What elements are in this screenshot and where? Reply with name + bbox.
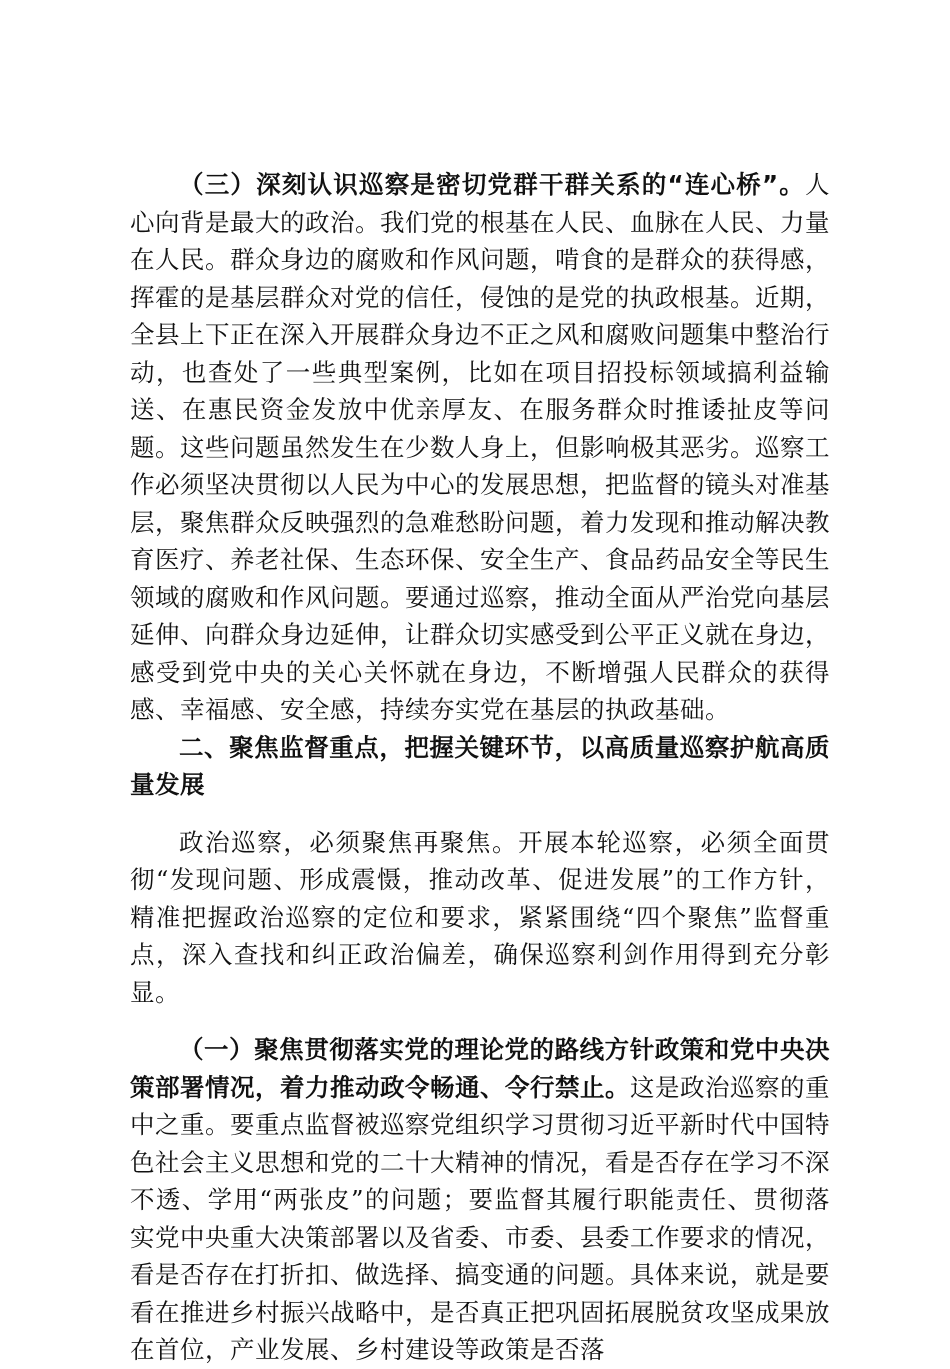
paragraph-focus-one bbox=[130, 1031, 830, 1369]
paragraph-political-inspection: 政治巡察，必须聚焦再聚焦。开展本轮巡察，必须全面贯彻“发现问题、形成震慑，推动改革、促进发展”的工作方针，精准把握政治巡察的定位和要求，紧紧围绕“四个聚焦”监督重点，深入查找和纠正政治偏差，确保巡察利剑作用得到充分彰显。 bbox=[130, 827, 830, 1007]
section-heading-two: 二、聚焦监督重点，把握关键环节，以高质量巡察护航高质量发展 bbox=[130, 732, 830, 799]
paragraph-connecting-bridge bbox=[130, 166, 830, 729]
paragraph-body: 人心向背是最大的政治。我们党的根基在人民、血脉在人民、力量在人民。群众身边的腐败和作风问题，啃食的是群众的获得感，挥霍的是基层群众对党的信任，侵蚀的是党的执政根基。近期，全县上下正在深入开展群众身边不正之风和腐败问题集中整治行动，也查处了一些典型案例，比如在项目招投标领域搞利益输送、在惠民资金发放中优亲厚友、在服务群众时推诿扯皮等问题。这些问题虽然发生在少数人身上，但影响极其恶劣。巡察工作必须坚决贯彻以人民为中心的发展思想，把监督的镜头对准基层，聚焦群众反映强烈的急难愁盼问题，着力发现和推动解决教育医疗、养老社保、生态环保、安全生产、食品药品安全等民生领域的腐败和作风问题。要通过巡察，推动全面从严治党向基层延伸、向群众身边延伸，让群众切实感受到公平正义就在身边，感受到党中央的关心关怀就在身边，不断增强人民群众的获得感、幸福感、安全感，持续夯实党在基层的执政基础。 bbox=[130, 170, 830, 724]
paragraph-lead-bold: （一）聚焦贯彻落实党的理论党的路线方针政策和党中央决策部署情况，着力推动政令畅通、令行禁止。 bbox=[130, 1035, 830, 1102]
paragraph-body: 这是政治巡察的重中之重。要重点监督被巡察党组织学习贯彻习近平新时代中国特色社会主义思想和党的二十大精神的情况，看是否存在学习不深不透、学用“两张皮”的问题；要监督其履行职能责任、贯彻落实党中央重大决策部署以及省委、市委、县委工作要求的情况，看是否存在打折扣、做选择、搞变通的问题。具体来说，就是要看在推进乡村振兴战略中，是否真正把巩固拓展脱贫攻坚成果放在首位，产业发展、乡村建设等政策是否落 bbox=[130, 1072, 830, 1364]
paragraph-lead-bold: （三）深刻认识巡察是密切党群干群关系的“连心桥”。 bbox=[179, 170, 805, 199]
document-page bbox=[130, 166, 830, 1369]
